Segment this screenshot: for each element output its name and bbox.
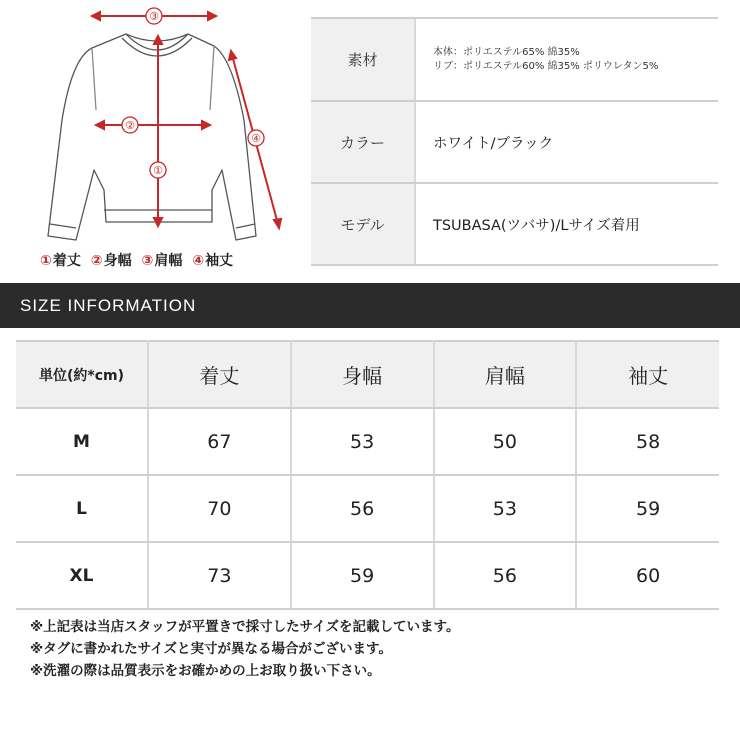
- size-value: 56: [291, 475, 434, 542]
- size-label: M: [16, 408, 148, 475]
- header-shoulder: 肩幅: [434, 341, 577, 408]
- size-table-header: [16, 341, 719, 408]
- note-line: ※洗濯の際は品質表示をお確かめの上お取り扱い下さい。: [30, 663, 381, 679]
- size-value: 59: [576, 475, 719, 542]
- size-value: 58: [576, 408, 719, 475]
- info-value: ホワイト/ブラック: [433, 136, 554, 152]
- size-value: 53: [291, 408, 434, 475]
- marker-length: ①: [153, 164, 163, 177]
- note-line: ※タグに書かれたサイズと実寸が異なる場合がございます。: [30, 641, 392, 657]
- size-value: 60: [576, 542, 719, 609]
- marker-sleeve: ④: [251, 132, 261, 145]
- header-length: 着丈: [148, 341, 291, 408]
- size-value: 70: [148, 475, 291, 542]
- info-label: モデル: [311, 184, 414, 265]
- info-row-color: [311, 102, 718, 183]
- size-value: 50: [434, 408, 577, 475]
- section-title: SIZE INFORMATION: [20, 295, 197, 315]
- size-label: XL: [16, 542, 148, 609]
- legend-item: ③肩幅: [141, 253, 183, 269]
- size-value: 59: [291, 542, 434, 609]
- table-row: [16, 475, 719, 542]
- info-value: 本体：ポリエステル65% 綿35% リブ：ポリエステル60% 綿35% ポリウレタン5%: [433, 46, 659, 72]
- header-width: 身幅: [291, 341, 434, 408]
- notes: [30, 616, 459, 682]
- size-value: 67: [148, 408, 291, 475]
- legend-item: ①着丈: [40, 253, 81, 269]
- info-value: TSUBASA(ツバサ)/Lサイズ着用: [433, 218, 640, 234]
- info-label: カラー: [311, 102, 414, 183]
- size-value: 73: [148, 542, 291, 609]
- marker-shoulder: ③: [149, 10, 159, 23]
- note-line: ※上記表は当店スタッフが平置きで採寸したサイズを記載しています。: [30, 619, 460, 635]
- size-value: 53: [434, 475, 577, 542]
- table-row: [16, 542, 719, 609]
- header-unit: 単位(約*cm): [16, 341, 148, 408]
- measurement-legend: [40, 250, 280, 270]
- sweatshirt-diagram: [0, 0, 300, 250]
- header-sleeve: 袖丈: [576, 341, 719, 408]
- legend-item: ④袖丈: [192, 253, 234, 269]
- size-value: 56: [434, 542, 577, 609]
- table-row: [16, 408, 719, 475]
- info-row-material: [311, 19, 718, 100]
- legend-item: ②身幅: [90, 253, 132, 269]
- info-label: 素材: [311, 19, 414, 100]
- garment-outline: [48, 34, 256, 240]
- size-table: [16, 340, 719, 610]
- info-row-model: [311, 184, 718, 265]
- marker-width: ②: [125, 119, 135, 132]
- section-header: [0, 283, 740, 328]
- size-label: L: [16, 475, 148, 542]
